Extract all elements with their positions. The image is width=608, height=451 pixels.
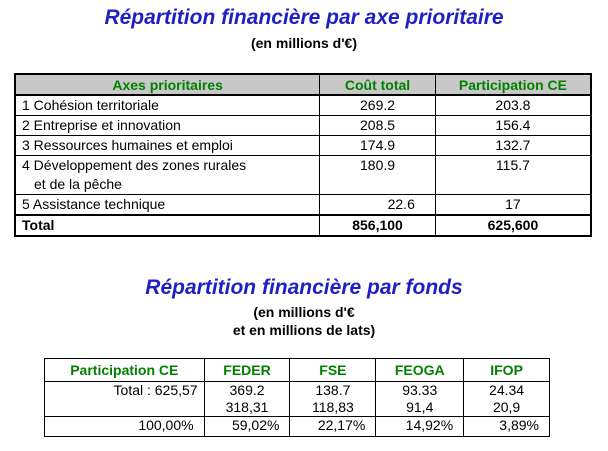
fse-percent: 22,17% (290, 417, 376, 437)
ifop-values (464, 382, 550, 417)
column-header-feoga: FEOGA (376, 359, 464, 382)
feoga-lats: 91,4 (406, 399, 434, 415)
row-label: 1 Cohésion territoriale (22, 97, 159, 113)
feder-eur: 369.2 (229, 382, 265, 398)
ifop-percent: 3,89% (464, 417, 550, 437)
priority-axes-table (14, 73, 592, 237)
feder-lats: 318,31 (225, 399, 269, 415)
column-header-feder: FEDER (204, 359, 290, 382)
total-row (15, 215, 591, 236)
row-label: 5 Assistance technique (15, 195, 320, 216)
table-row (15, 95, 591, 116)
section1-title: Répartition financière par axe prioritaire (104, 6, 504, 29)
row-cost: 22.6 (320, 195, 436, 216)
column-header-ce: Participation CE (435, 74, 591, 95)
table-header-row (45, 359, 550, 382)
total-cost: 856,100 (320, 215, 436, 236)
section2-title: Répartition financière par fonds (145, 276, 463, 299)
feoga-percent: 14,92% (376, 417, 464, 437)
row-cost: 174.9 (320, 136, 436, 156)
ifop-lats: 20,9 (492, 399, 521, 415)
total-ce: 625,600 (435, 215, 591, 236)
table-header-row (15, 74, 591, 95)
table-row (45, 382, 550, 417)
feoga-values (376, 382, 464, 417)
section2-subtitle-line2: et en millions de lats) (232, 322, 376, 338)
column-header-axes: Axes prioritaires (15, 74, 320, 95)
row-cost: 180.9 (320, 156, 436, 195)
row-cost: 269.2 (320, 95, 436, 116)
table-row (15, 156, 591, 195)
column-header-participation: Participation CE (45, 359, 205, 382)
feder-values (204, 382, 290, 417)
column-header-fse: FSE (290, 359, 376, 382)
feoga-eur: 93.33 (402, 382, 438, 398)
total-label: Total : 625,57 (113, 382, 198, 398)
column-header-ifop: IFOP (464, 359, 550, 382)
row-label (15, 156, 320, 195)
ifop-eur: 24.34 (489, 382, 525, 398)
section2-subtitle-line1: (en millions d'€ (253, 304, 355, 320)
funds-table (44, 358, 550, 437)
row-ce: 132.7 (435, 136, 591, 156)
row-label-line2: et de la pêche (34, 176, 122, 192)
total-label: Total (15, 215, 320, 236)
table-row (15, 195, 591, 216)
feder-percent: 59,02% (204, 417, 290, 437)
fse-values (290, 382, 376, 417)
row-label: 2 Entreprise et innovation (15, 116, 320, 136)
row-ce: 17 (435, 195, 591, 216)
percent-row (45, 417, 550, 437)
table-row (15, 116, 591, 136)
section1-subtitle: (en millions d'€) (250, 35, 357, 51)
fse-lats: 118,83 (311, 399, 354, 415)
column-header-cost: Coût total (320, 74, 436, 95)
row-label-line1: 4 Développement des zones rurales (22, 157, 247, 173)
row-label: 3 Ressources humaines et emploi (15, 136, 320, 156)
row-ce: 115.7 (435, 156, 591, 195)
row-ce: 203.8 (435, 95, 591, 116)
table-row (15, 136, 591, 156)
fse-eur: 138.7 (315, 382, 351, 398)
percent-label: 100,00% (45, 417, 205, 437)
row-ce: 156.4 (435, 116, 591, 136)
row-cost: 208.5 (320, 116, 436, 136)
